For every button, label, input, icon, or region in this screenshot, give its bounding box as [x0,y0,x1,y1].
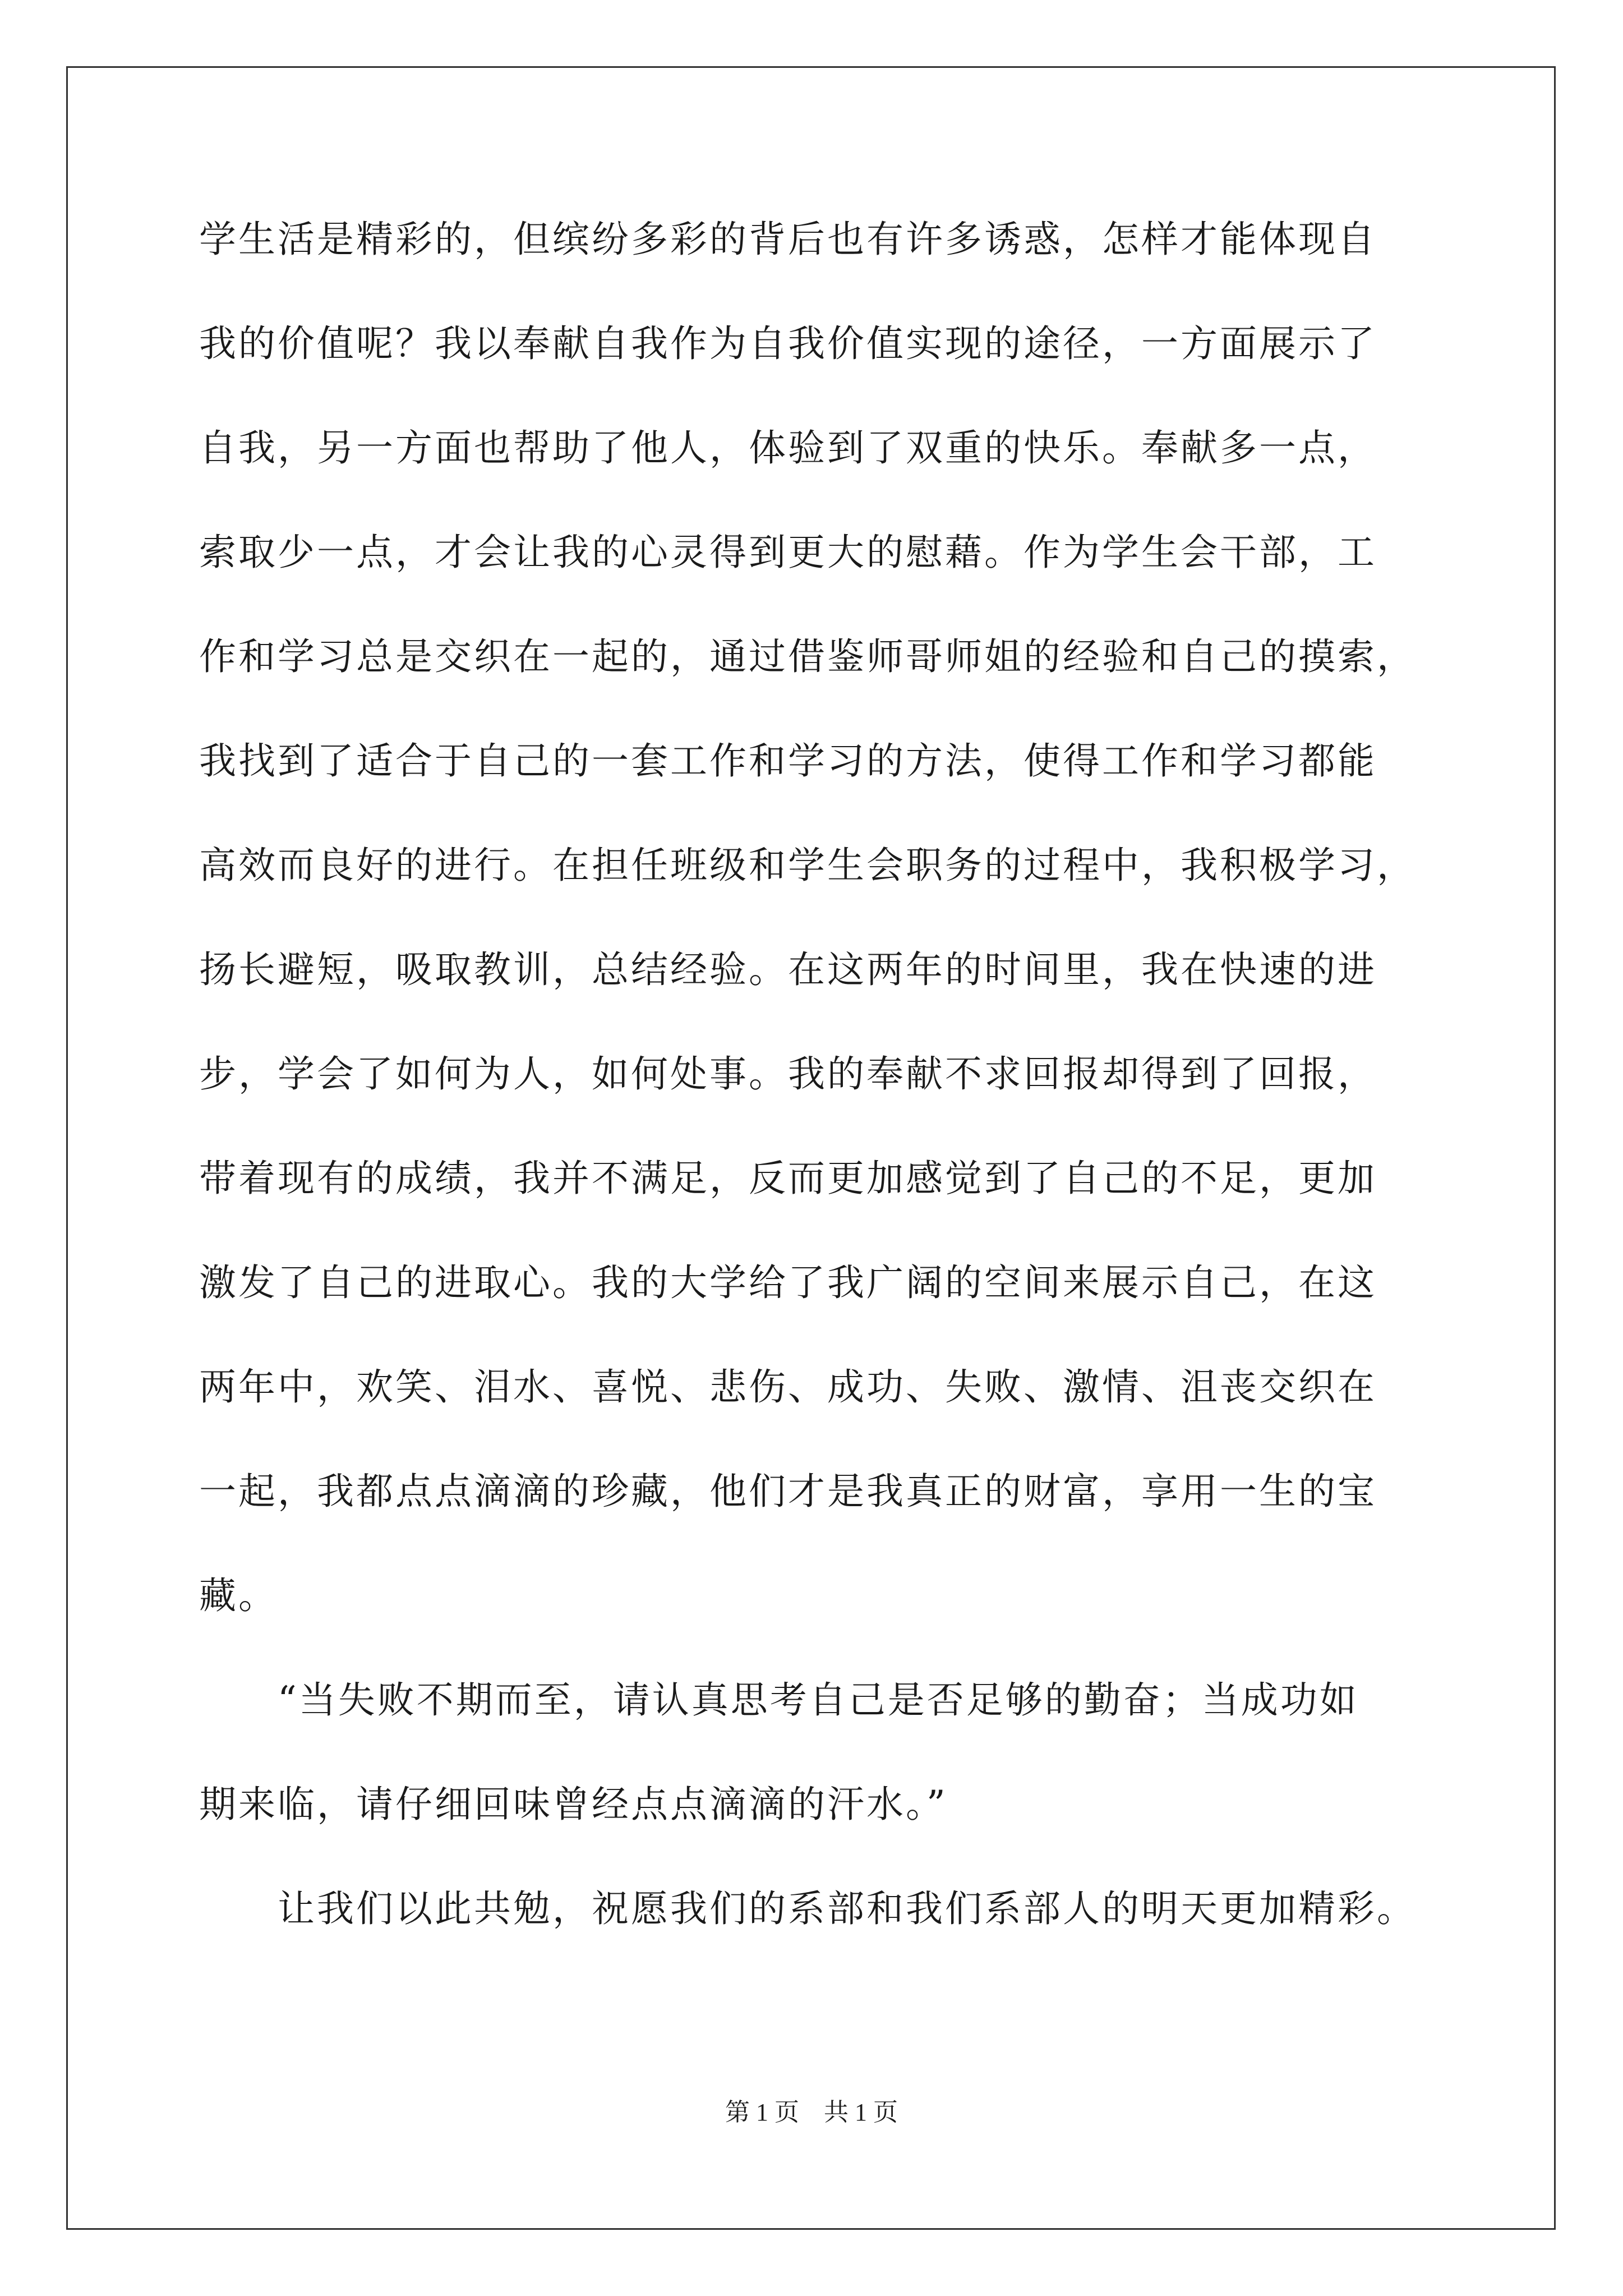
closing-line: 让我们以此共勉，祝愿我们的系部和我们系部人的明天更加精彩。 [278,1887,1416,1930]
quote-line: 期来临，请仔细回味曾经点点滴滴的汗水。” [199,1783,948,1826]
document-body [199,213,1427,1987]
page-number: 第 1 页 共 1 页 [725,2099,898,2126]
body-line: 作和学习总是交织在一起的，通过借鉴师哥师姐的经验和自己的摸索， [199,635,1416,678]
body-line: 激发了自己的进取心。我的大学给了我广阔的空间来展示自己，在这 [199,1261,1377,1304]
body-line: 步，学会了如何为人，如何处事。我的奉献不求回报却得到了回报， [199,1052,1377,1096]
body-line: 藏。 [199,1574,278,1617]
body-line: 我的价值呢？我以奉献自我作为自我价值实现的途径，一方面展示了 [199,322,1377,365]
body-line: 我找到了适合于自己的一套工作和学习的方法，使得工作和学习都能 [199,739,1377,783]
body-line: 两年中，欢笑、泪水、喜悦、悲伤、成功、失败、激情、沮丧交织在 [199,1365,1377,1409]
quote-line: “当失败不期而至，请认真思考自己是否足够的勤奋；当成功如 [278,1678,1359,1722]
body-line: 一起，我都点点滴滴的珍藏，他们才是我真正的财富，享用一生的宝 [199,1470,1377,1513]
body-line: 扬长避短，吸取教训，总结经验。在这两年的时间里，我在快速的进 [199,948,1377,991]
body-line: 索取少一点，才会让我的心灵得到更大的慰藉。作为学生会干部，工 [199,531,1377,574]
body-line: 自我，另一方面也帮助了他人，体验到了双重的快乐。奉献多一点， [199,426,1377,470]
body-line: 带着现有的成绩，我并不满足，反而更加感觉到了自己的不足，更加 [199,1157,1377,1200]
body-line: 高效而良好的进行。在担任班级和学生会职务的过程中，我积极学习， [199,844,1416,887]
body-line: 学生活是精彩的，但缤纷多彩的背后也有许多诱惑，怎样才能体现自 [199,218,1377,261]
